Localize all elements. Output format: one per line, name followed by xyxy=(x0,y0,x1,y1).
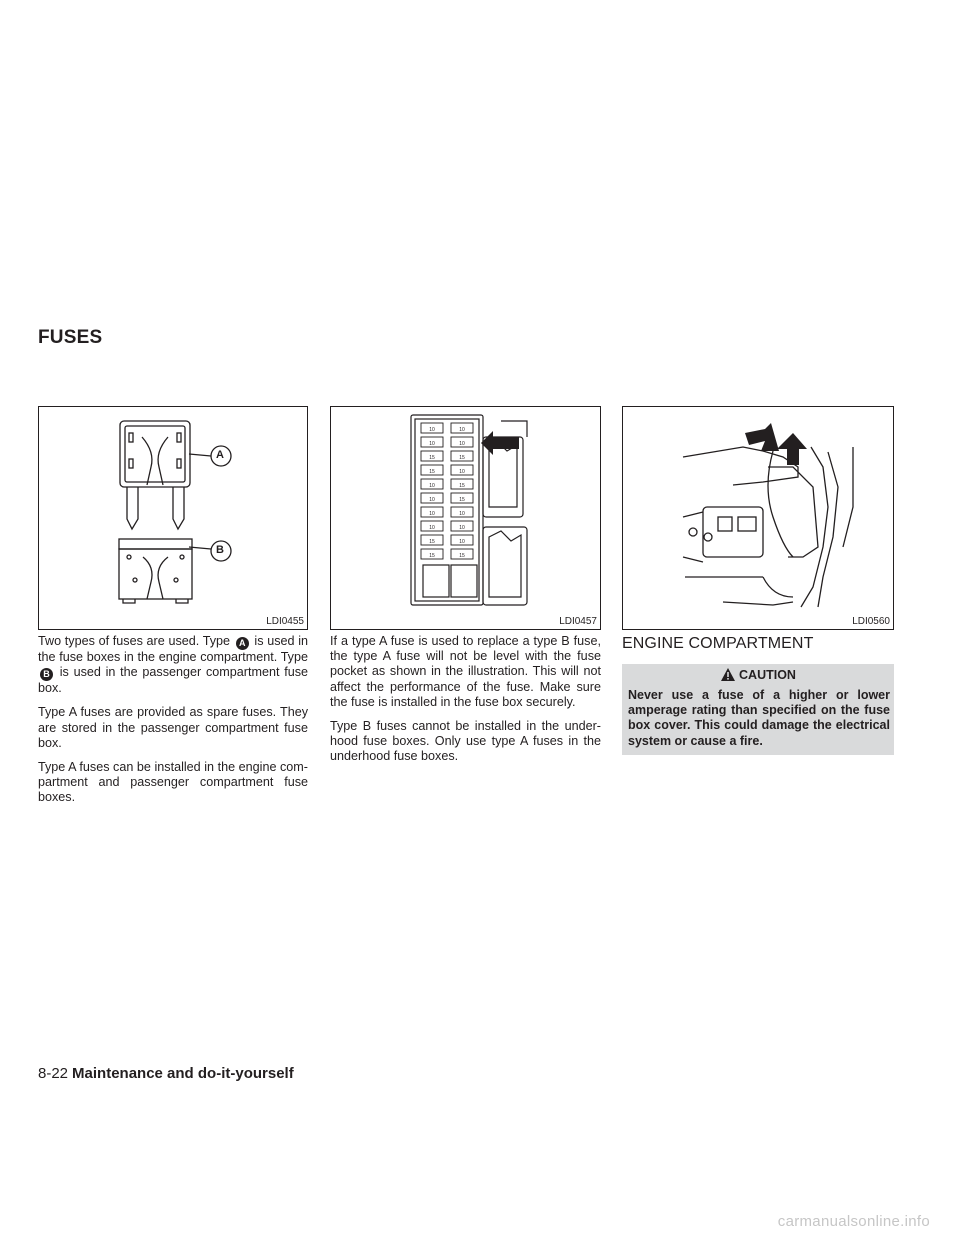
column-2 xyxy=(330,634,601,774)
figure-fuse-types xyxy=(38,406,308,630)
caution-label: CAUTION xyxy=(739,668,796,682)
figure-code: LDI0560 xyxy=(852,616,890,627)
paragraph-type-a-install: Type A fuses can be installed in the engine com- partment and passenger compartment fuse boxes. xyxy=(38,760,308,805)
badge-a-icon: A xyxy=(236,637,249,650)
fuse-slot-label: 15 xyxy=(429,553,435,559)
text: is used in the fuse boxes in the engine compartment. Type xyxy=(38,634,309,664)
column-1 xyxy=(38,634,308,815)
callout-a: A xyxy=(216,449,224,461)
footer-section-title: Maintenance and do-it-yourself xyxy=(72,1065,294,1082)
arrow-up-icon xyxy=(777,433,807,465)
section-title: FUSES xyxy=(38,327,103,348)
paragraph-fuse-types xyxy=(38,634,308,696)
figure-code: LDI0455 xyxy=(266,616,304,627)
fuse-types-illustration xyxy=(39,407,307,629)
fuse-slot-label: 15 xyxy=(429,539,435,545)
fuse-slot-label: 10 xyxy=(459,427,465,433)
text: Two types of fuses are used. Type xyxy=(38,634,231,648)
fuse-slot-label: 10 xyxy=(429,427,435,433)
page-number: 8-22 xyxy=(38,1065,69,1082)
caution-text: Never use a fuse of a higher or lower amperage rating than specified on the fuse box cover. This could damage the electrical system or cause a fire. xyxy=(628,688,890,748)
engine-compartment-heading: ENGINE COMPARTMENT xyxy=(622,635,814,652)
fuse-slot-label: 15 xyxy=(459,497,465,503)
paragraph-replace-fuse: If a type A fuse is used to replace a type B fuse, the type A fuse will not be level with the fuse pocket as shown in the illustration. This will not affect the performance of the fuse. Make sure the fuse is installed in the fuse box securely. xyxy=(330,634,601,709)
fuse-slot-label: 10 xyxy=(429,511,435,517)
fuse-slot-label: 10 xyxy=(429,525,435,531)
fuse-slot-label: 15 xyxy=(459,553,465,559)
fuse-slot-label: 10 xyxy=(429,441,435,447)
fuse-slot-label: 15 xyxy=(429,469,435,475)
fuse-slot-label: 10 xyxy=(459,525,465,531)
fuse-slot-label: 10 xyxy=(459,441,465,447)
arrow-icon xyxy=(481,431,519,455)
figure-code: LDI0457 xyxy=(559,616,597,627)
watermark: carmanualsonline.info xyxy=(777,1213,930,1230)
callout-b: B xyxy=(216,544,224,556)
warning-icon xyxy=(720,667,736,682)
fuse-slot-label: 10 xyxy=(459,469,465,475)
fuse-slot-label: 10 xyxy=(459,511,465,517)
fuse-box-illustration xyxy=(331,407,600,629)
paragraph-type-b-underhood: Type B fuses cannot be installed in the under- hood fuse boxes. Only use type A fuses in the underhood fuse boxes. xyxy=(330,719,601,764)
figure-fuse-box xyxy=(330,406,601,630)
fuse-slot-label: 10 xyxy=(459,539,465,545)
badge-b-icon: B xyxy=(40,668,53,681)
fuse-slot-label: 10 xyxy=(429,497,435,503)
engine-compartment-illustration xyxy=(623,407,893,629)
fuse-slot-label: 10 xyxy=(429,483,435,489)
arrow-down-icon xyxy=(745,423,779,451)
page-footer xyxy=(38,1065,294,1082)
caution-box xyxy=(622,664,894,755)
figure-engine-compartment xyxy=(622,406,894,630)
text: is used in the passenger compartment fuse box. xyxy=(38,665,309,696)
fuse-slot-label: 15 xyxy=(459,455,465,461)
paragraph-spare-fuses: Type A fuses are provided as spare fuses. They are stored in the passenger compartment fuse box. xyxy=(38,705,308,750)
caution-header xyxy=(622,664,894,686)
fuse-slot-label: 15 xyxy=(459,483,465,489)
fuse-slot-label: 15 xyxy=(429,455,435,461)
